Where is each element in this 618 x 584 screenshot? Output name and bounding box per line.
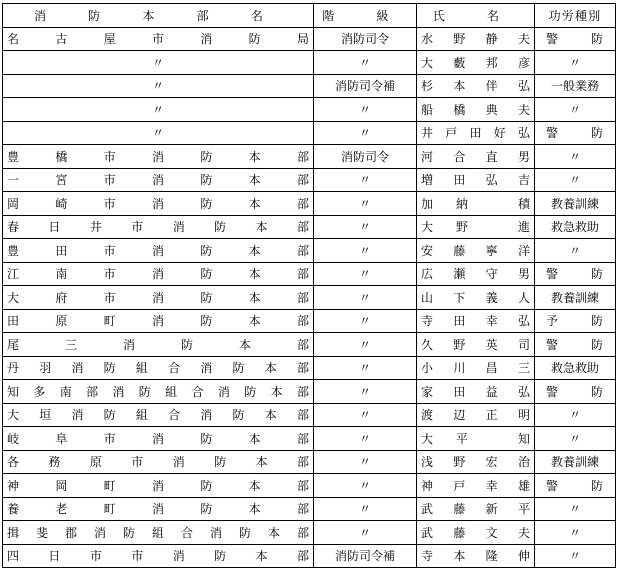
award-type-cell: 〃 (535, 98, 616, 122)
table-row (3, 74, 616, 98)
award-type-cell: 警防 (535, 474, 616, 498)
name-cell: 増田弘吉 (417, 168, 535, 192)
name-cell: 船橋典夫 (417, 98, 535, 122)
table-row (3, 544, 616, 568)
rank-cell: 〃 (314, 333, 417, 357)
header-award-type: 功労種別 (535, 4, 616, 28)
rank-cell: 〃 (314, 380, 417, 404)
rank-cell: 〃 (314, 356, 417, 380)
rank-cell: 〃 (314, 262, 417, 286)
table-row (3, 427, 616, 451)
table-row (3, 380, 616, 404)
award-type-cell: 〃 (535, 521, 616, 545)
table-row (3, 121, 616, 145)
award-type-cell: 〃 (535, 168, 616, 192)
department-cell: 神岡町消防本部 (3, 474, 314, 498)
table-row (3, 145, 616, 169)
table-row (3, 286, 616, 310)
award-type-cell: 一般業務 (535, 74, 616, 98)
rank-cell: 〃 (314, 286, 417, 310)
award-type-cell: 警防 (535, 27, 616, 51)
department-cell: 田原町消防本部 (3, 309, 314, 333)
table-row (3, 98, 616, 122)
award-type-cell: 救急救助 (535, 356, 616, 380)
rank-cell: 消防司令 (314, 27, 417, 51)
department-cell: 丹羽消防組合消防本部 (3, 356, 314, 380)
name-cell: 久野英司 (417, 333, 535, 357)
department-cell: 揖斐郡消防組合消防本部 (3, 521, 314, 545)
department-cell: 名古屋市消防局 (3, 27, 314, 51)
award-type-cell: 〃 (535, 145, 616, 169)
table-row (3, 356, 616, 380)
table-row (3, 333, 616, 357)
name-cell: 井戸田好弘 (417, 121, 535, 145)
award-type-cell: 教養訓練 (535, 286, 616, 310)
award-type-cell: 〃 (535, 544, 616, 568)
header-department: 消 防 本 部 名 (3, 4, 314, 28)
table-row (3, 403, 616, 427)
award-type-cell: 予防 (535, 309, 616, 333)
rank-cell: 〃 (314, 403, 417, 427)
table-row (3, 262, 616, 286)
department-cell: 尾三消防本部 (3, 333, 314, 357)
rank-cell: 〃 (314, 215, 417, 239)
name-cell: 神戸幸雄 (417, 474, 535, 498)
award-type-cell: 〃 (535, 497, 616, 521)
header-rank: 階 級 (314, 4, 417, 28)
name-cell: 大平 知 (417, 427, 535, 451)
header-name: 氏 名 (417, 4, 535, 28)
name-cell: 渡辺正明 (417, 403, 535, 427)
table-row (3, 215, 616, 239)
department-cell: 四日市市消防本部 (3, 544, 314, 568)
department-cell: 岐阜市消防本部 (3, 427, 314, 451)
name-cell: 安藤寧洋 (417, 239, 535, 263)
department-cell: 岡崎市消防本部 (3, 192, 314, 216)
table-row (3, 192, 616, 216)
department-cell: 豊田市消防本部 (3, 239, 314, 263)
name-cell: 大藪邦彦 (417, 51, 535, 75)
department-cell: 〃 (3, 51, 314, 75)
header-row (3, 4, 616, 28)
award-type-cell: 〃 (535, 51, 616, 75)
department-cell: 一宮市消防本部 (3, 168, 314, 192)
rank-cell: 消防司令 (314, 145, 417, 169)
rank-cell: 〃 (314, 168, 417, 192)
rank-cell: 〃 (314, 474, 417, 498)
table-row (3, 497, 616, 521)
name-cell: 水野静夫 (417, 27, 535, 51)
name-cell: 寺田幸弘 (417, 309, 535, 333)
table-row (3, 474, 616, 498)
rank-cell: 〃 (314, 427, 417, 451)
award-type-cell: 警防 (535, 262, 616, 286)
department-cell: 知多南部消防組合消防本部 (3, 380, 314, 404)
award-type-cell: 教養訓練 (535, 192, 616, 216)
rank-cell: 消防司令補 (314, 74, 417, 98)
department-cell: 〃 (3, 121, 314, 145)
department-cell: 大垣消防組合消防本部 (3, 403, 314, 427)
rank-cell: 〃 (314, 497, 417, 521)
table-row (3, 168, 616, 192)
department-cell: 〃 (3, 98, 314, 122)
name-cell: 山下義人 (417, 286, 535, 310)
table-row (3, 51, 616, 75)
rank-cell: 〃 (314, 309, 417, 333)
department-cell: 〃 (3, 74, 314, 98)
rank-cell: 消防司令補 (314, 544, 417, 568)
award-type-cell: 警防 (535, 333, 616, 357)
name-cell: 浅野宏治 (417, 450, 535, 474)
rank-cell: 〃 (314, 51, 417, 75)
rank-cell: 〃 (314, 450, 417, 474)
award-type-cell: 〃 (535, 239, 616, 263)
roster-body (3, 27, 616, 568)
name-cell: 広瀬守男 (417, 262, 535, 286)
rank-cell: 〃 (314, 521, 417, 545)
department-cell: 養老町消防本部 (3, 497, 314, 521)
rank-cell: 〃 (314, 121, 417, 145)
name-cell: 家田益弘 (417, 380, 535, 404)
rank-cell: 〃 (314, 192, 417, 216)
award-type-cell: 教養訓練 (535, 450, 616, 474)
table-row (3, 309, 616, 333)
name-cell: 小川昌三 (417, 356, 535, 380)
name-cell: 加納 積 (417, 192, 535, 216)
name-cell: 大野 進 (417, 215, 535, 239)
award-type-cell: 警防 (535, 380, 616, 404)
department-cell: 春日井市消防本部 (3, 215, 314, 239)
award-roster-table (2, 3, 616, 568)
name-cell: 武藤文夫 (417, 521, 535, 545)
department-cell: 豊橋市消防本部 (3, 145, 314, 169)
name-cell: 河合直男 (417, 145, 535, 169)
table-row (3, 239, 616, 263)
department-cell: 江南市消防本部 (3, 262, 314, 286)
department-cell: 大府市消防本部 (3, 286, 314, 310)
table-row (3, 521, 616, 545)
award-type-cell: 救急救助 (535, 215, 616, 239)
award-type-cell: 〃 (535, 427, 616, 451)
name-cell: 寺本隆伸 (417, 544, 535, 568)
name-cell: 武藤新平 (417, 497, 535, 521)
name-cell: 杉本伴弘 (417, 74, 535, 98)
rank-cell: 〃 (314, 239, 417, 263)
award-type-cell: 警防 (535, 121, 616, 145)
table-row (3, 27, 616, 51)
rank-cell: 〃 (314, 98, 417, 122)
department-cell: 各務原市消防本部 (3, 450, 314, 474)
table-row (3, 450, 616, 474)
award-type-cell: 〃 (535, 403, 616, 427)
